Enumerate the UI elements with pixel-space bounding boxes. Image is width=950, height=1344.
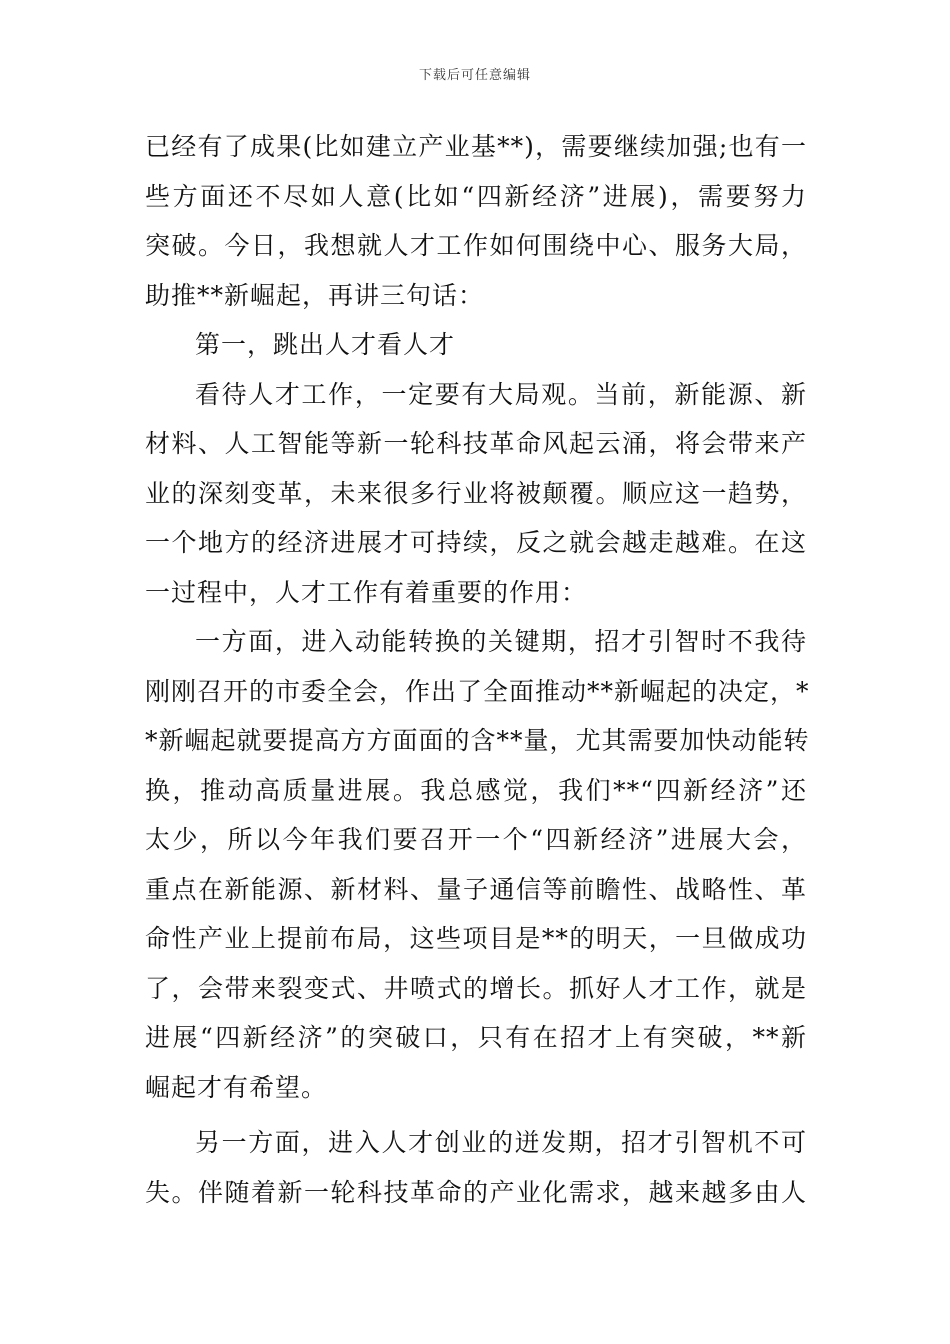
text-line: 业的深刻变革，未来很多行业将被颠覆。顺应这一趋势，	[145, 478, 807, 508]
text-line: 命性产业上提前布局，这些项目是**的明天，一旦做成功	[145, 924, 807, 953]
text-line: 助推**新崛起，再讲三句话：	[145, 280, 485, 310]
text-line: 一方面，进入动能转换的关键期，招才引智时不我待	[195, 627, 807, 656]
text-line: 材料、人工智能等新一轮科技革命风起云涌，将会带来产	[145, 429, 807, 458]
paragraph	[145, 370, 807, 618]
text-line: 另一方面，进入人才创业的迸发期，招才引智机不可	[195, 1128, 807, 1157]
text-line: 失。伴随着新一轮科技革命的产业化需求，越来越多由人	[145, 1177, 807, 1207]
header-note: 下载后可任意编辑	[418, 68, 531, 83]
text-line: 重点在新能源、新材料、量子通信等前瞻性、战略性、革	[145, 874, 807, 904]
text-line: 突破。今日，我想就人才工作如何围绕中心、服务大局，	[145, 231, 807, 260]
text-line: 一过程中，人才工作有着重要的作用：	[145, 577, 588, 607]
text-line: 崛起才有希望。	[145, 1072, 328, 1102]
paragraph	[145, 122, 807, 320]
text-line: 了，会带来裂变式、井喷式的增长。抓好人才工作，就是	[145, 973, 807, 1003]
text-line: 太少，所以今年我们要召开一个“四新经济”进展大会，	[145, 825, 807, 854]
section-heading	[145, 320, 807, 370]
body-text	[145, 122, 810, 1217]
text-line: 进展“四新经济”的突破口，只有在招才上有突破，**新	[145, 1023, 807, 1052]
text-line: 些方面还不尽如人意(比如“四新经济”进展)，需要努力	[145, 181, 807, 211]
paragraph	[145, 1118, 807, 1217]
text-line: 第一，跳出人才看人才	[195, 330, 456, 359]
text-line: 一个地方的经济进展才可持续，反之就会越走越难。在这	[145, 528, 807, 557]
text-line: 换，推动高质量进展。我总感觉，我们**“四新经济”还	[145, 775, 807, 805]
paragraph	[145, 617, 810, 1112]
text-line: 刚刚召开的市委全会，作出了全面推动**新崛起的决定，*	[145, 676, 810, 706]
text-line: *新崛起就要提高方方面面的含**量，尤其需要加快动能转	[145, 726, 810, 755]
text-line: 看待人才工作，一定要有大局观。当前，新能源、新	[195, 379, 807, 409]
text-line: 已经有了成果(比如建立产业基**)，需要继续加强;也有一	[145, 132, 807, 161]
